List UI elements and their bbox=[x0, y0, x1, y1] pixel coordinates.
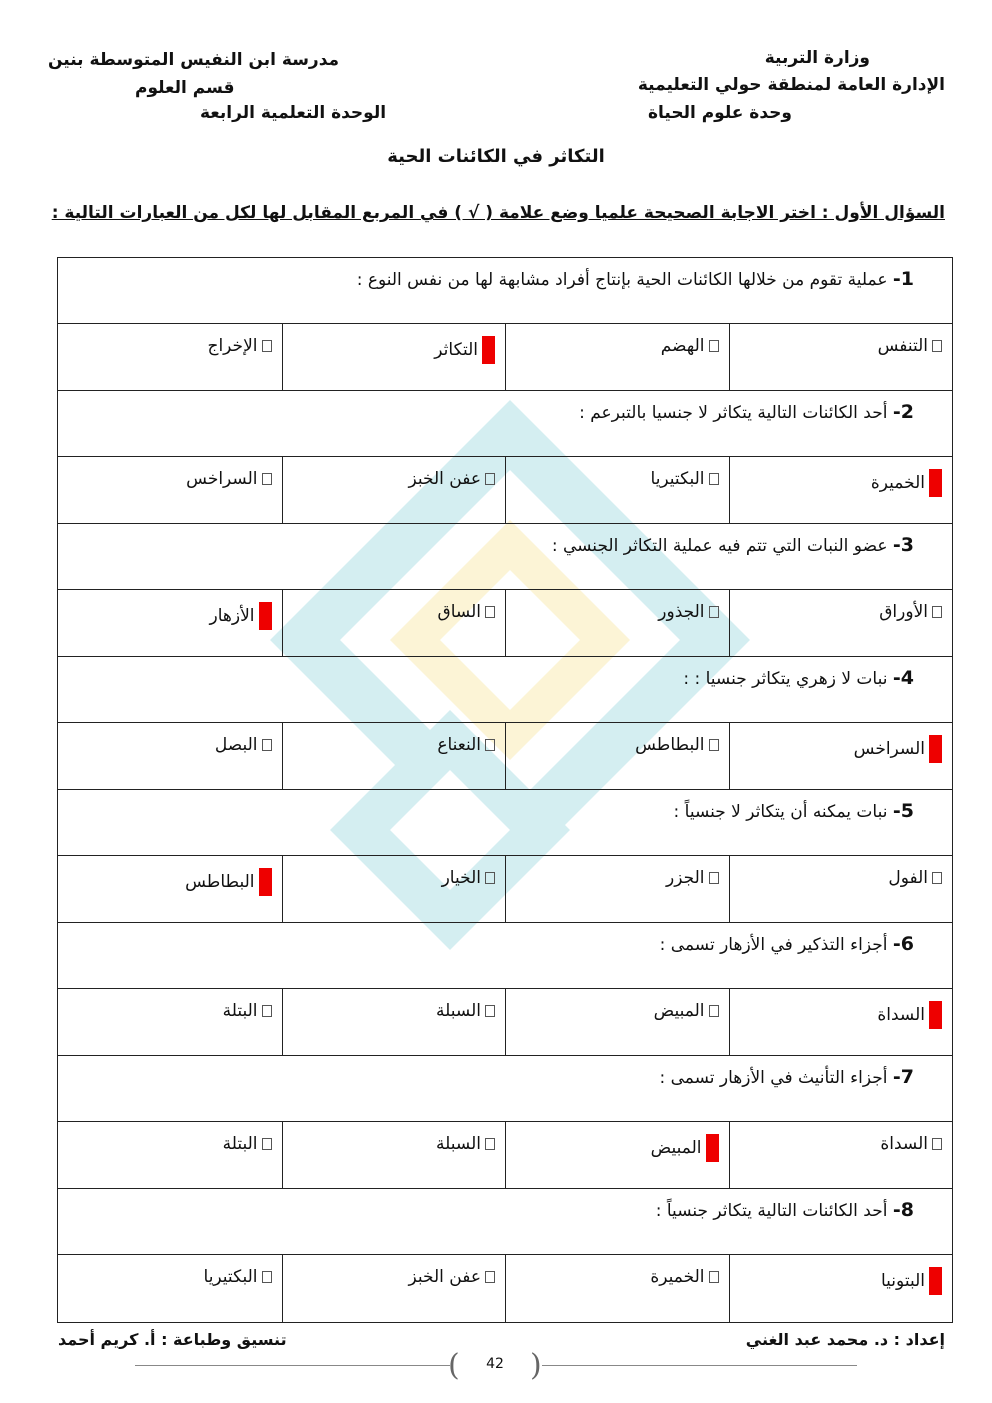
answer-checkbox-marked[interactable] bbox=[929, 1267, 942, 1295]
option-label: الساق bbox=[437, 602, 481, 622]
question-text bbox=[579, 401, 914, 423]
question-label: أجزاء التذكير في الأزهار تسمى : bbox=[659, 935, 888, 955]
answer-checkbox[interactable] bbox=[262, 1138, 272, 1150]
questions-table bbox=[57, 257, 953, 1323]
question-text bbox=[683, 667, 914, 689]
options-row bbox=[58, 856, 952, 923]
option-cell[interactable] bbox=[505, 723, 729, 789]
option-label: النعناع bbox=[437, 735, 481, 755]
option-label: السراخس bbox=[853, 739, 925, 759]
answer-checkbox[interactable] bbox=[709, 340, 719, 352]
question-label: أجزاء التأنيث في الأزهار تسمى : bbox=[659, 1068, 888, 1088]
option-label: السداة bbox=[880, 1134, 928, 1154]
answer-checkbox-marked[interactable] bbox=[259, 868, 272, 896]
options-row bbox=[58, 989, 952, 1056]
option-label: البطاطس bbox=[185, 872, 255, 892]
option-cell[interactable] bbox=[58, 324, 282, 390]
answer-checkbox[interactable] bbox=[262, 340, 272, 352]
answer-checkbox[interactable] bbox=[485, 473, 495, 485]
ministry-name: وزارة التربية bbox=[764, 48, 870, 68]
options-row bbox=[58, 723, 952, 790]
answer-checkbox[interactable] bbox=[262, 739, 272, 751]
option-cell[interactable] bbox=[505, 324, 729, 390]
option-cell[interactable] bbox=[505, 856, 729, 922]
question-text bbox=[660, 933, 914, 955]
answer-checkbox[interactable] bbox=[709, 1271, 719, 1283]
option-label: الخيار bbox=[441, 868, 481, 888]
option-cell[interactable] bbox=[729, 1255, 953, 1322]
page-bracket-right: ) bbox=[530, 1348, 542, 1383]
options-row bbox=[58, 1122, 952, 1189]
page-divider-left bbox=[135, 1365, 450, 1366]
answer-checkbox[interactable] bbox=[709, 872, 719, 884]
question-row bbox=[58, 1189, 952, 1255]
option-label: البطاطس bbox=[635, 735, 705, 755]
option-label: البكتيريا bbox=[650, 469, 705, 489]
answer-checkbox[interactable] bbox=[262, 473, 272, 485]
options-row bbox=[58, 590, 952, 657]
answer-checkbox-marked[interactable] bbox=[929, 735, 942, 763]
option-cell[interactable] bbox=[729, 856, 953, 922]
question-number: 4- bbox=[892, 667, 914, 689]
answer-checkbox-marked[interactable] bbox=[929, 469, 942, 497]
answer-checkbox[interactable] bbox=[485, 872, 495, 884]
page-bracket-left: ( bbox=[448, 1348, 460, 1383]
answer-checkbox-marked[interactable] bbox=[929, 1001, 942, 1029]
answer-checkbox[interactable] bbox=[932, 1138, 942, 1150]
answer-checkbox-marked[interactable] bbox=[706, 1134, 719, 1162]
answer-checkbox[interactable] bbox=[485, 1005, 495, 1017]
option-label: الخميرة bbox=[650, 1267, 705, 1287]
question-text bbox=[659, 1066, 914, 1088]
option-cell[interactable] bbox=[282, 856, 506, 922]
answer-checkbox[interactable] bbox=[709, 1005, 719, 1017]
question-number: 5- bbox=[892, 800, 914, 822]
option-cell[interactable] bbox=[58, 723, 282, 789]
page-divider-right bbox=[542, 1365, 857, 1366]
options-row bbox=[58, 1255, 952, 1322]
option-cell[interactable] bbox=[58, 457, 282, 523]
answer-checkbox[interactable] bbox=[709, 606, 719, 618]
question-row bbox=[58, 790, 952, 856]
option-label: الأزهار bbox=[209, 606, 255, 626]
answer-checkbox[interactable] bbox=[262, 1271, 272, 1283]
option-label: البتلة bbox=[222, 1001, 258, 1021]
answer-checkbox[interactable] bbox=[485, 1138, 495, 1150]
option-cell[interactable] bbox=[729, 590, 953, 656]
question-row bbox=[58, 258, 952, 324]
prepared-by: إعداد : د. محمد عبد الغني bbox=[745, 1330, 945, 1349]
option-cell[interactable] bbox=[505, 590, 729, 656]
answer-checkbox[interactable] bbox=[485, 1271, 495, 1283]
question-number: 8- bbox=[892, 1199, 914, 1221]
question-label: أحد الكائنات التالية يتكاثر جنسياً : bbox=[655, 1201, 888, 1221]
answer-checkbox[interactable] bbox=[709, 473, 719, 485]
option-cell[interactable] bbox=[729, 989, 953, 1055]
option-label: الهضم bbox=[660, 336, 705, 356]
option-label: السبلة bbox=[436, 1001, 481, 1021]
coordination-credit: تنسيق وطباعة : أ. كريم أحمد bbox=[58, 1330, 287, 1349]
option-cell[interactable] bbox=[282, 590, 506, 656]
question-number: 6- bbox=[892, 933, 914, 955]
question-text bbox=[357, 268, 914, 290]
answer-checkbox[interactable] bbox=[262, 1005, 272, 1017]
answer-checkbox[interactable] bbox=[932, 606, 942, 618]
question-number: 1- bbox=[892, 268, 914, 290]
option-cell[interactable] bbox=[58, 856, 282, 922]
option-label: التنفس bbox=[877, 336, 928, 356]
question-text bbox=[552, 534, 914, 556]
district-name: الإدارة العامة لمنطقة حولي التعليمية bbox=[637, 75, 945, 95]
answer-checkbox-marked[interactable] bbox=[259, 602, 272, 630]
option-label: البكتيريا bbox=[203, 1267, 258, 1287]
option-label: السداة bbox=[877, 1005, 925, 1025]
option-cell[interactable] bbox=[729, 457, 953, 523]
question-label: نبات لا زهري يتكاثر جنسيا : : bbox=[683, 669, 888, 689]
school-name: مدرسة ابن النفيس المتوسطة بنين bbox=[48, 50, 340, 70]
option-cell[interactable] bbox=[282, 324, 506, 390]
option-label: الإخراج bbox=[207, 336, 258, 356]
question-number: 3- bbox=[892, 534, 914, 556]
option-label: المبيض bbox=[650, 1138, 702, 1158]
answer-checkbox[interactable] bbox=[485, 739, 495, 751]
option-cell[interactable] bbox=[282, 1122, 506, 1188]
question-number: 7- bbox=[892, 1066, 914, 1088]
page-number: 42 bbox=[486, 1356, 504, 1372]
option-cell[interactable] bbox=[505, 457, 729, 523]
option-label: عفن الخبز bbox=[408, 1267, 481, 1287]
question-label: نبات يمكنه أن يتكاثر لا جنسياً : bbox=[673, 802, 888, 822]
question-label: عضو النبات التي تتم فيه عملية التكاثر الجنسي : bbox=[551, 536, 888, 556]
option-cell[interactable] bbox=[729, 723, 953, 789]
answer-checkbox[interactable] bbox=[709, 739, 719, 751]
option-label: البتونيا bbox=[881, 1271, 925, 1291]
option-label: الجزر bbox=[666, 868, 705, 888]
unit-name: وحدة علوم الحياة bbox=[647, 103, 792, 123]
question-number: 2- bbox=[892, 401, 914, 423]
option-label: الخميرة bbox=[870, 473, 925, 493]
question-label: عملية تقوم من خلالها الكائنات الحية بإنتاج أفراد مشابهة لها من نفس النوع : bbox=[356, 270, 888, 290]
option-cell[interactable] bbox=[58, 1255, 282, 1322]
option-cell[interactable] bbox=[282, 723, 506, 789]
option-cell[interactable] bbox=[58, 1122, 282, 1188]
option-label: عفن الخبز bbox=[408, 469, 481, 489]
answer-checkbox[interactable] bbox=[485, 606, 495, 618]
question-text bbox=[674, 800, 914, 822]
option-label: البصل bbox=[214, 735, 258, 755]
option-cell[interactable] bbox=[282, 1255, 506, 1322]
option-label: المبيض bbox=[653, 1001, 705, 1021]
question-instruction: السؤال الأول : اختر الاجابة الصحيحة علميا وضع علامة ( √ ) في المربع المقابل لها لكل من العبارات التالية : bbox=[51, 203, 945, 223]
option-cell[interactable] bbox=[282, 989, 506, 1055]
question-row bbox=[58, 524, 952, 590]
option-label: البتلة bbox=[222, 1134, 258, 1154]
options-row bbox=[58, 457, 952, 524]
option-label: الفول bbox=[888, 868, 928, 888]
option-label: السراخس bbox=[186, 469, 258, 489]
learning-unit: الوحدة التعلمية الرابعة bbox=[200, 103, 387, 123]
question-row bbox=[58, 923, 952, 989]
answer-checkbox-marked[interactable] bbox=[482, 336, 495, 364]
option-cell[interactable] bbox=[282, 457, 506, 523]
option-cell[interactable] bbox=[58, 590, 282, 656]
question-row bbox=[58, 391, 952, 457]
page-title: التكاثر في الكائنات الحية bbox=[387, 146, 605, 167]
option-label: التكاثر bbox=[434, 340, 478, 360]
option-label: السبلة bbox=[436, 1134, 481, 1154]
option-cell[interactable] bbox=[505, 1122, 729, 1188]
answer-checkbox[interactable] bbox=[932, 872, 942, 884]
option-cell[interactable] bbox=[58, 989, 282, 1055]
option-label: الأوراق bbox=[879, 602, 928, 622]
question-row bbox=[58, 657, 952, 723]
answer-checkbox[interactable] bbox=[932, 340, 942, 352]
question-row bbox=[58, 1056, 952, 1122]
option-cell[interactable] bbox=[505, 989, 729, 1055]
option-cell[interactable] bbox=[729, 324, 953, 390]
department-name: قسم العلوم bbox=[135, 78, 235, 98]
option-cell[interactable] bbox=[729, 1122, 953, 1188]
option-cell[interactable] bbox=[505, 1255, 729, 1322]
question-label: أحد الكائنات التالية يتكاثر لا جنسيا بالتبرعم : bbox=[579, 403, 888, 423]
option-label: الجذور bbox=[658, 602, 705, 622]
options-row bbox=[58, 324, 952, 391]
question-text bbox=[656, 1199, 914, 1221]
